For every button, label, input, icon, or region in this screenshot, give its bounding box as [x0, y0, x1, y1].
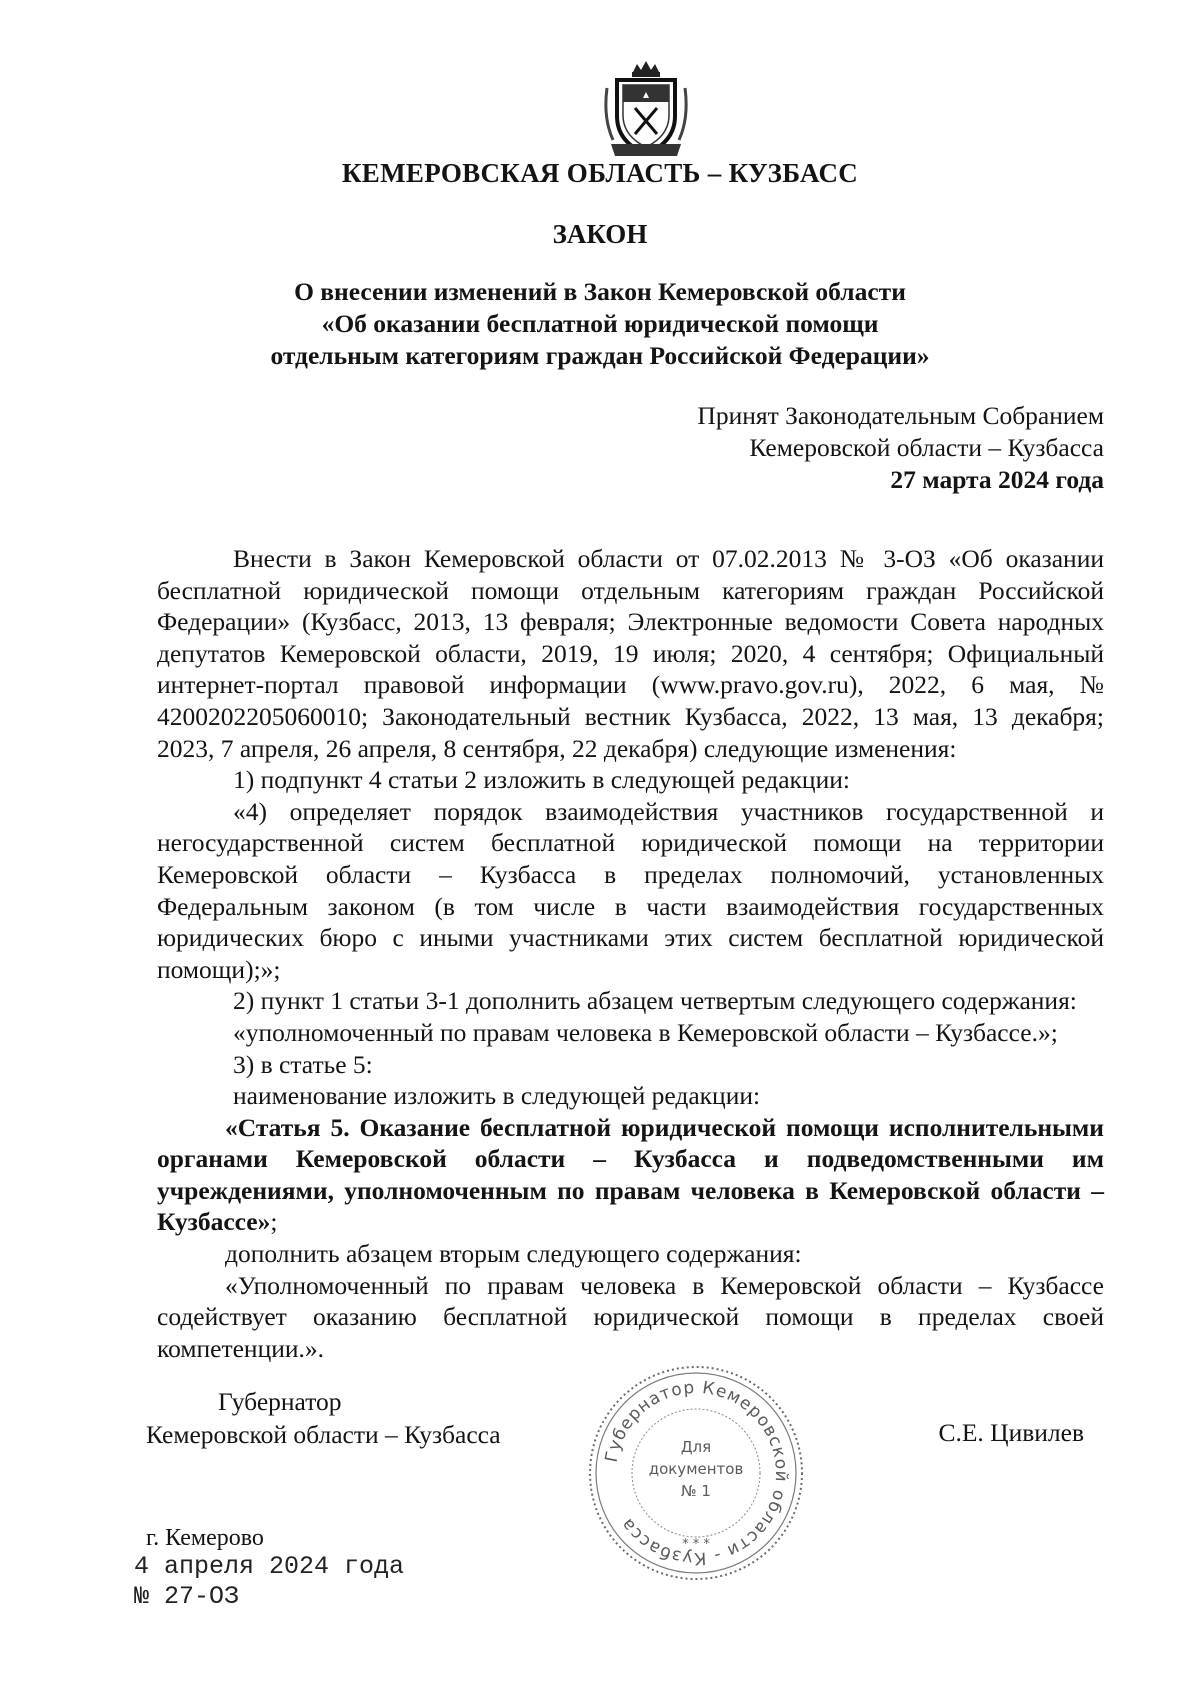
item-3-a: наименование изложить в следующей редакции:	[233, 1081, 761, 1111]
article-5-heading-end: ;	[270, 1207, 278, 1237]
signing-date: 4 апреля 2024 года	[134, 1552, 405, 1581]
signatory-name: С.Е. Цивилев	[938, 1418, 1084, 1447]
law-number: № 27-ОЗ	[134, 1582, 240, 1611]
coat-of-arms-emblem-icon	[603, 58, 689, 160]
adoption-date: 27 марта 2024 года	[890, 465, 1104, 494]
signatory-title-line-2: Кемеровской области – Кузбасса	[146, 1420, 501, 1449]
item-2: 2) пункт 1 статьи 3-1 дополнить абзацем четвертым следующего содержания:	[233, 986, 1077, 1016]
adoption-block	[697, 400, 1104, 496]
article-5-heading: «Статья 5. Оказание бесплатной юридической помощи исполнительными органами Кемеровской области – Кузбасса и подведомственными им учреждениями, уполномоченным по правам человека в Кемеровской области – Кузбассе»	[157, 1112, 1104, 1237]
item-1-text: «4) определяет порядок взаимодействия участников государственной и негосударственной систем бесплатной юридической помощи на территории Кемеровской области – Кузбасса в пределах полномочий, установленных Федеральным законом (в том числе в части взаимодействия государственных юридических бюро с иными участниками этих систем бесплатной юридической помощи);»;	[157, 796, 1104, 984]
document-type-heading: ЗАКОН	[552, 219, 648, 249]
signatory-title	[146, 1385, 501, 1451]
signatory-title-line-1: Губернатор	[218, 1387, 342, 1416]
intro-paragraph: Внести в Закон Кемеровской области от 07.02.2013 № 3-ОЗ «Об оказании бесплатной юридической помощи отдельным категориям граждан Российской Федерации» (Кузбасс, 2013, 13 февраля; Электронные ведомости Совета народных депутатов Кемеровской области, 2019, 19 июля; 2020, 4 сентября; Официальный интернет-портал правовой информации (www.pravo.gov.ru), 2022, 6 мая, № 4200202205060010; Законодательный вестник Кузбасса, 2022, 13 мая, 13 декабря; 2023, 7 апреля, 26 апреля, 8 сентября, 22 декабря) следующие изменения:	[157, 544, 1104, 763]
seal-ring-text: Губернатор Кемеровской области - Кузбасса	[601, 1377, 792, 1569]
seal-stars: * * *	[682, 1537, 710, 1552]
place-of-signing: г. Кемерово	[146, 1525, 264, 1551]
registration-stamp	[134, 1552, 404, 1612]
law-title-line-2: «Об оказании бесплатной юридической помощи	[321, 309, 879, 338]
seal-center-line-1: Для	[680, 1438, 712, 1456]
adoption-line-2: Кемеровской области – Кузбасса	[749, 433, 1104, 462]
item-3-b-text: «Уполномоченный по правам человека в Кемеровской области – Кузбассе содействует оказанию бесплатной юридической помощи в пределах своей компетенции.».	[157, 1270, 1104, 1363]
item-3-b: дополнить абзацем вторым следующего содержания:	[225, 1239, 802, 1269]
item-3: 3) в статье 5:	[233, 1049, 373, 1079]
law-title	[0, 276, 1200, 372]
region-heading: КЕМЕРОВСКАЯ ОБЛАСТЬ – КУЗБАСС	[341, 158, 859, 188]
item-1: 1) подпункт 4 статьи 2 изложить в следующей редакции:	[233, 765, 850, 795]
seal-center-line-2: документов	[648, 1460, 744, 1478]
seal-center-line-3: № 1	[681, 1482, 711, 1500]
article-5-heading-paragraph	[157, 1112, 1104, 1238]
item-2-text: «уполномоченный по правам человека в Кемеровской области – Кузбассе.»;	[233, 1017, 1058, 1047]
adoption-line-1: Принят Законодательным Собранием	[697, 401, 1104, 430]
official-seal-stamp	[586, 1362, 806, 1584]
law-title-line-3: отдельным категориям граждан Российской Федерации»	[270, 341, 930, 370]
law-body	[157, 543, 1104, 1364]
law-title-line-1: О внесении изменений в Закон Кемеровской области	[294, 277, 906, 306]
